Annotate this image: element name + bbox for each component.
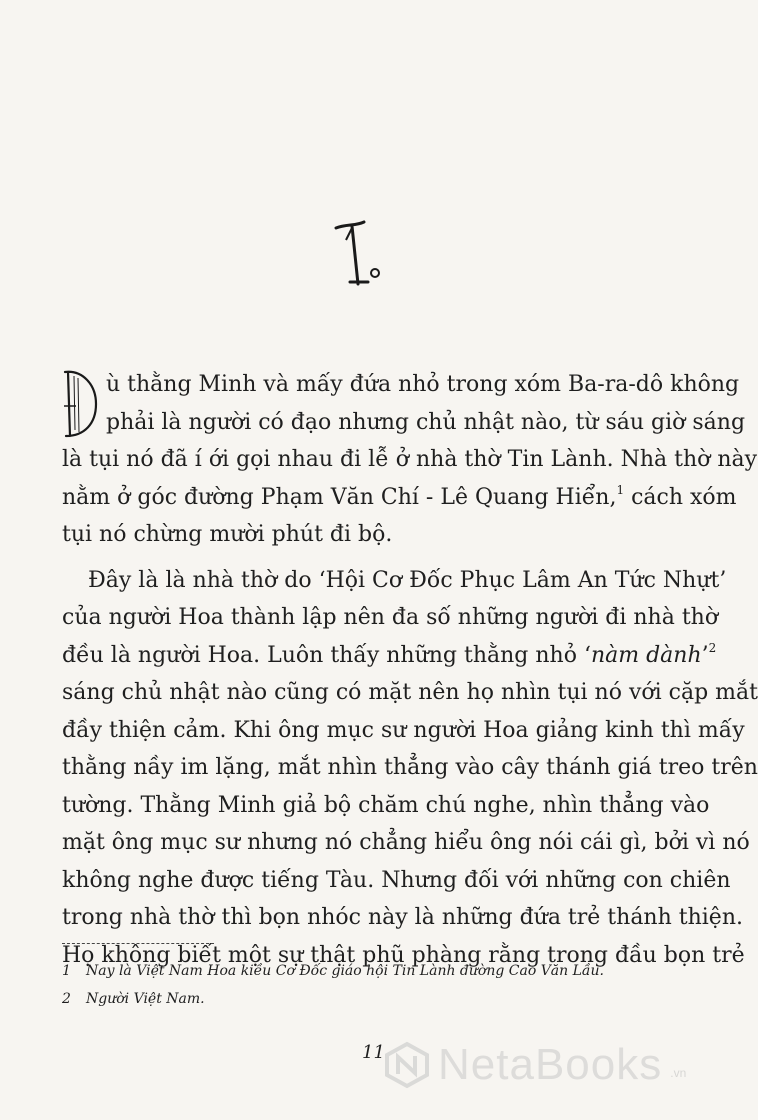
text-line: không nghe được tiếng Tàu. Nhưng đối với những con chiên	[62, 867, 731, 893]
footnote-ref-1[interactable]: 1	[616, 482, 625, 497]
footnote-2	[62, 985, 652, 1013]
text-line: ù thằng Minh và mấy đứa nhỏ trong xóm Ba-ra-dô không	[106, 372, 740, 397]
text-line: thằng nầy im lặng, mắt nhìn thẳng vào cây thánh giá treo trên	[62, 755, 758, 780]
text-line: Đây là là nhà thờ do ‘Hội Cơ Đốc Phục Lâm An Tức Nhựt’	[88, 567, 727, 593]
footnote-number: 2	[62, 991, 71, 1007]
text-line: đều là người Hoa. Luôn thấy những thằng nhỏ ‘	[62, 642, 591, 668]
footnote-text: Nay là Việt Nam Hoa kiều Cơ Đốc giáo hội Tin Lành đường Cao Văn Lầu.	[86, 963, 604, 979]
dropcap-letter: D	[62, 366, 63, 367]
footnote-text: Người Việt Nam.	[86, 991, 205, 1007]
footnotes	[62, 957, 652, 1013]
body-text	[62, 366, 758, 974]
footnote-1	[62, 957, 652, 985]
text-line: mặt ông mục sư nhưng nó chẳng hiểu ông nói cái gì, bởi vì nó	[62, 830, 750, 855]
text-line: đầy thiện cảm. Khi ông mục sư người Hoa giảng kinh thì mấy	[62, 717, 745, 743]
footnote-divider	[62, 943, 214, 944]
text-line: trong nhà thờ thì bọn nhóc này là những đứa trẻ thánh thiện.	[62, 905, 743, 930]
text-line: là tụi nó đã í ới gọi nhau đi lễ ở nhà thờ Tin Lành. Nhà thờ này	[62, 447, 758, 472]
watermark	[384, 1040, 686, 1090]
text-line: tường. Thằng Minh giả bộ chăm chú nghe, nhìn thẳng vào	[62, 792, 710, 818]
italic-term: nàm dành	[590, 642, 702, 668]
text-line: tụi nó chừng mười phút đi bộ.	[62, 522, 393, 547]
netabooks-logo-icon	[384, 1042, 430, 1088]
paragraph-2	[62, 562, 758, 975]
text-line: nằm ở góc đường Phạm Văn Chí - Lê Quang Hiển,	[62, 484, 617, 510]
footnote-ref-2[interactable]: 2	[708, 640, 717, 655]
chapter-number-text: 1.	[328, 218, 329, 219]
text-line: sáng chủ nhật nào cũng có mặt nên họ nhìn tụi nó với cặp mắt	[62, 680, 758, 705]
chapter-number-glyph	[328, 218, 388, 288]
text-line: của người Hoa thành lập nên đa số những người đi nhà thờ	[62, 605, 719, 630]
text-line: phải là người có đạo nhưng chủ nhật nào, từ sáu giờ sáng	[106, 409, 746, 435]
watermark-brand: NetaBooks	[438, 1040, 663, 1089]
watermark-suffix: .vn	[670, 1066, 687, 1080]
quote-close: ’	[701, 642, 709, 668]
text-line: Họ không biết một sự thật phũ phàng rằng trong đầu bọn trẻ	[62, 942, 745, 968]
paragraph-1	[62, 366, 758, 554]
footnote-number: 1	[62, 963, 71, 979]
text-line: cách xóm	[624, 484, 737, 510]
page-number: 11	[362, 1042, 385, 1063]
